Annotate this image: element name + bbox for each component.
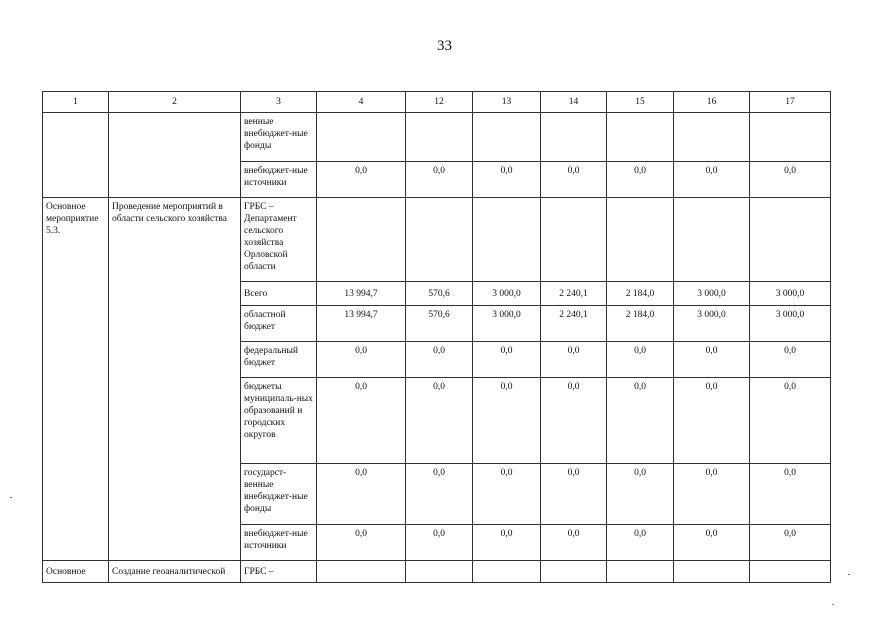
funding-source: ГРБС – [241,561,317,583]
column-header: 12 [406,92,473,113]
funding-source: областной бюджет [241,306,317,342]
column-header: 14 [541,92,607,113]
value-cell [674,561,750,583]
value-cell: 0,0 [750,162,831,198]
value-cell [750,113,831,162]
column-header: 16 [674,92,750,113]
value-cell [406,198,473,282]
column-header: 1 [43,92,109,113]
value-cell: 0,0 [541,464,607,525]
value-cell [750,561,831,583]
value-cell [473,561,541,583]
value-cell: 0,0 [674,464,750,525]
value-cell: 0,0 [406,342,473,378]
value-cell [674,113,750,162]
value-cell: 0,0 [473,378,541,464]
value-cell: 13 994,7 [317,282,406,306]
value-cell: 0,0 [750,464,831,525]
value-cell: 2 184,0 [607,282,674,306]
table-row [43,198,831,282]
value-cell: 0,0 [541,162,607,198]
value-cell: 0,0 [317,525,406,561]
value-cell: 0,0 [607,378,674,464]
value-cell [317,113,406,162]
value-cell: 0,0 [674,162,750,198]
value-cell: 0,0 [541,342,607,378]
value-cell [541,561,607,583]
value-cell: 0,0 [541,525,607,561]
value-cell: 2 240,1 [541,282,607,306]
funding-source: федеральный бюджет [241,342,317,378]
funding-source: внебюджет-ные источники [241,162,317,198]
value-cell: 2 240,1 [541,306,607,342]
funding-source: бюджеты муниципаль-ных образований и городских округов [241,378,317,464]
value-cell [541,198,607,282]
scan-speck [10,497,12,498]
activity-type-cell [43,113,109,198]
funding-source: ГРБС – Департамент сельского хозяйства Орловской области [241,198,317,282]
value-cell: 3 000,0 [674,306,750,342]
value-cell [750,198,831,282]
value-cell [541,113,607,162]
value-cell [607,198,674,282]
value-cell: 570,6 [406,282,473,306]
value-cell: 0,0 [406,525,473,561]
value-cell: 3 000,0 [473,306,541,342]
value-cell: 0,0 [473,464,541,525]
value-cell [674,198,750,282]
value-cell: 3 000,0 [750,282,831,306]
value-cell [473,198,541,282]
column-header: 15 [607,92,674,113]
value-cell: 0,0 [406,162,473,198]
activity-type-cell: Основное [43,561,109,583]
value-cell: 0,0 [607,525,674,561]
value-cell: 0,0 [750,378,831,464]
value-cell: 0,0 [406,464,473,525]
activity-name-cell: Проведение мероприятий в области сельского хозяйства [109,198,241,561]
value-cell: 0,0 [406,378,473,464]
value-cell: 0,0 [750,342,831,378]
column-header: 17 [750,92,831,113]
value-cell: 0,0 [473,162,541,198]
value-cell: 0,0 [607,342,674,378]
value-cell [317,561,406,583]
column-header: 2 [109,92,241,113]
value-cell: 2 184,0 [607,306,674,342]
value-cell: 0,0 [541,378,607,464]
header-row [43,92,831,113]
value-cell [406,561,473,583]
value-cell: 3 000,0 [473,282,541,306]
value-cell: 0,0 [674,378,750,464]
value-cell: 0,0 [674,525,750,561]
budget-table [42,91,831,583]
value-cell [473,113,541,162]
value-cell: 570,6 [406,306,473,342]
funding-source: Всего [241,282,317,306]
value-cell: 3 000,0 [750,306,831,342]
value-cell: 0,0 [607,162,674,198]
activity-name-cell: Создание геоаналитической [109,561,241,583]
value-cell: 0,0 [674,342,750,378]
funding-source: внебюджет-ные источники [241,525,317,561]
value-cell: 0,0 [473,342,541,378]
value-cell: 0,0 [317,162,406,198]
funding-source: государст-венные внебюджет-ные фонды [241,464,317,525]
activity-type-cell: Основное мероприятие 5.3. [43,198,109,561]
value-cell: 0,0 [607,464,674,525]
column-header: 3 [241,92,317,113]
value-cell: 0,0 [317,378,406,464]
value-cell [406,113,473,162]
page-number: 33 [437,38,452,54]
funding-source: венные внебюджет-ные фонды [241,113,317,162]
column-header: 4 [317,92,406,113]
value-cell [607,561,674,583]
value-cell [317,198,406,282]
value-cell: 0,0 [317,342,406,378]
activity-name-cell [109,113,241,198]
value-cell: 13 994,7 [317,306,406,342]
table-row [43,113,831,162]
scan-speck [832,604,834,605]
value-cell: 0,0 [473,525,541,561]
value-cell [607,113,674,162]
table-row [43,561,831,583]
column-header: 13 [473,92,541,113]
scan-speck [848,574,850,575]
value-cell: 0,0 [317,464,406,525]
value-cell: 0,0 [750,525,831,561]
value-cell: 3 000,0 [674,282,750,306]
